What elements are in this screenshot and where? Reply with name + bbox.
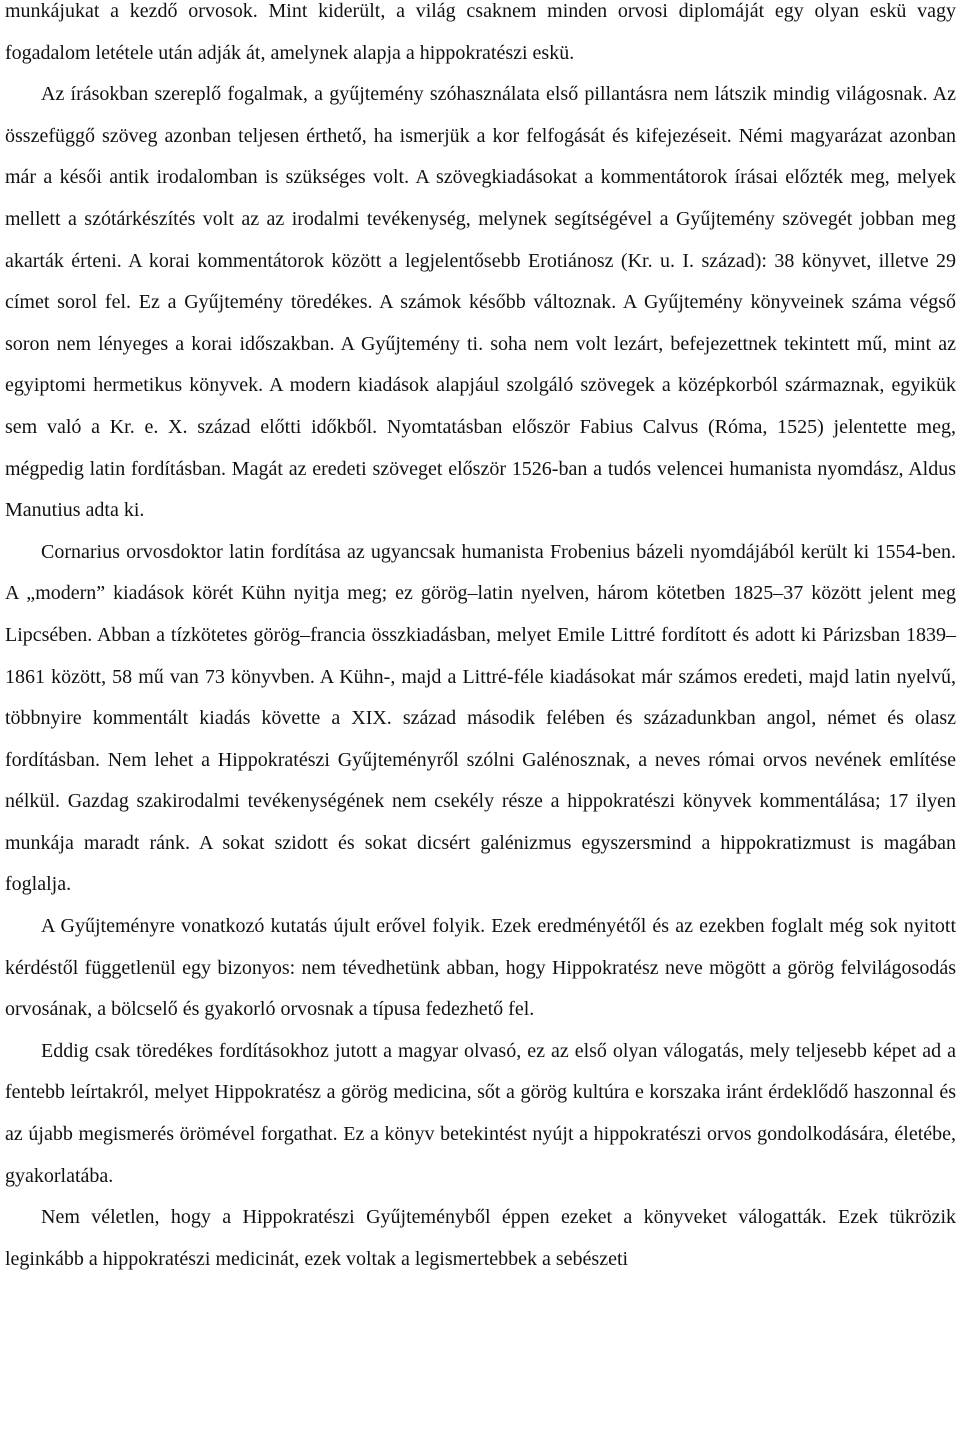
text-body bbox=[5, 0, 956, 1280]
paragraph-5: Eddig csak töredékes fordításokhoz jutott a magyar olvasó, ez az első olyan válogatás, mely teljesebb képet ad a fentebb leírtakról, melyet Hippokratész a görög medicina, sőt a görög kultúra e korszaka iránt érdeklődő haszonnal és az újabb megismerés örömével forgathat. Ez a könyv betekintést nyújt a hippokratészi orvos gondolkodására, életébe, gyakorlatába. bbox=[5, 1039, 956, 1187]
paragraph-6: Nem véletlen, hogy a Hippokratészi Gyűjteményből éppen ezeket a könyveket válogatták. Ezek tükrözik leginkább a hippokratészi medicinát, ezek voltak a legismertebbek a sebészeti bbox=[5, 1206, 956, 1270]
paragraph-3: Cornarius orvosdoktor latin fordítása az ugyancsak humanista Frobenius bázeli nyomdájából került ki 1554-ben. A „modern” kiadások körét Kühn nyitja meg; ez görög–latin nyelven, három kötetben 1825–37 között jelent meg Lipcsében. Abban a tízkötetes görög–francia összkiadásban, melyet Emile Littré fordított és adott ki Párizsban 1839–1861 között, 58 mű van 73 könyvben. A Kühn-, majd a Littré-féle kiadásokat már számos eredeti, majd latin nyelvű, többnyire kommentált kiadás követte a XIX. század második felében és századunkban angol, német és olasz fordításban. Nem lehet a Hippokratészi Gyűjteményről szólni Galénosznak, a neves római orvos nevének említése nélkül. Gazdag szakirodalmi tevékenységének nem csekély része a hippokratészi könyvek kommentálása; 17 ilyen munkája maradt ránk. A sokat szidott és sokat dicsért galénizmus egyszersmind a hippokratizmust is magában foglalja. bbox=[5, 540, 956, 896]
paragraph-1: munkájukat a kezdő orvosok. Mint kiderült, a világ csaknem minden orvosi diplomáját egy olyan eskü vagy fogadalom letétele után adják át, amelynek alapja a hippokratészi eskü. bbox=[5, 0, 956, 64]
paragraph-4: A Gyűjteményre vonatkozó kutatás újult erővel folyik. Ezek eredményétől és az ezekben foglalt még sok nyitott kérdéstől függetlenül egy bizonyos: nem tévedhetünk abban, hogy Hippokratész neve mögött a görög felvilágosodás orvosának, a bölcselő és gyakorló orvosnak a típusa fedezhető fel. bbox=[5, 915, 956, 1021]
paragraph-2: Az írásokban szereplő fogalmak, a gyűjtemény szóhasználata első pillantásra nem látszik mindig világosnak. Az összefüggő szöveg azonban teljesen érthető, ha ismerjük a kor felfogását és kifejezéseit. Némi magyarázat azonban már a késői antik irodalomban is szükséges volt. A szövegkiadásokat a kommentátorok írásai előzték meg, melyek mellett a szótárkészítés volt az az irodalmi tevékenység, melynek segítségével a Gyűjtemény szövegét jobban meg akarták érteni. A korai kommentátorok között a legjelentősebb Erotiánosz (Kr. u. I. század): 38 könyvet, illetve 29 címet sorol fel. Ez a Gyűjtemény töredékes. A számok később változnak. A Gyűjtemény könyveinek száma végső soron nem lényeges a korai időszakban. A Gyűjtemény ti. soha nem volt lezárt, befejezettnek tekintett mű, mint az egyiptomi hermetikus könyvek. A modern kiadások alapjául szolgáló szövegek a középkorból származnak, egyikük sem való a Kr. e. X. század előtti időkből. Nyomtatásban először Fabius Calvus (Róma, 1525) jelentette meg, mégpedig latin fordításban. Magát az eredeti szöveget először 1526-ban a tudós velencei humanista nyomdász, Aldus Manutius adta ki. bbox=[5, 83, 956, 522]
